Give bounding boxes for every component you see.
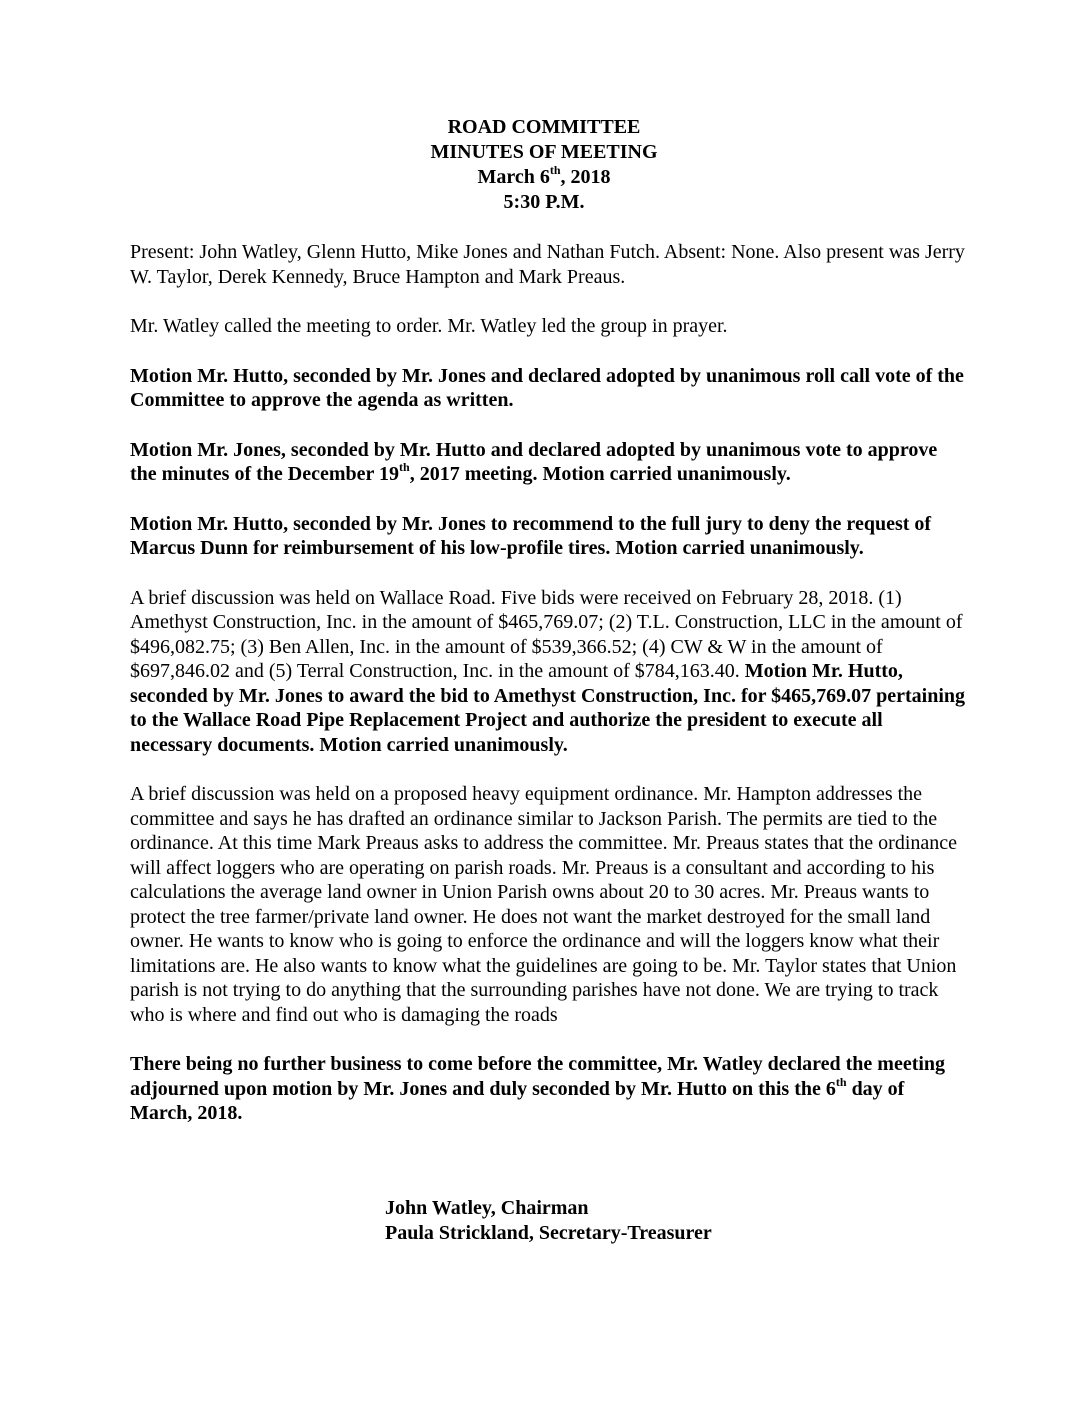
tires-motion: Motion Mr. Hutto, seconded by Mr. Jones to recommend to the full jury to deny the request of Marcus Dunn for reimbursement of his low-profile tires. Motion carried unanimously. xyxy=(130,512,932,559)
chairman-signature: John Watley, Chairman xyxy=(385,1197,589,1219)
wallace-road-discussion: A brief discussion was held on Wallace Road. Five bids were received on February 28, 2018. (1) Amethyst Construction, Inc. in the amount of $465,769.07; (2) T.L. Construction, LLC in the amount of $496,082.75; (3) Ben Allen, Inc. in the amount of $539,366.52; (4) CW & W in the amount of $697,846.02 and (5) Terral Construction, Inc. in the amount of $784,163.40. xyxy=(130,586,963,682)
minutes-motion-suffix: th xyxy=(399,460,410,475)
adjournment-text-end: day of March, 2018. xyxy=(130,1077,905,1124)
meeting-time: 5:30 P.M. xyxy=(503,191,585,213)
signature-block xyxy=(385,1196,712,1246)
document-title: MINUTES OF MEETING xyxy=(430,141,658,163)
call-to-order-paragraph: Mr. Watley called the meeting to order. Mr. Watley led the group in prayer. xyxy=(130,315,728,337)
ordinance-paragraph: A brief discussion was held on a proposed heavy equipment ordinance. Mr. Hampton addresses the committee and says he has drafted an ordinance similar to Jackson Parish. The permits are tied to the ordinance. At this time Mark Preaus asks to address the committee. Mr. Preaus states that the ordinance will affect loggers who are operating on parish roads. Mr. Preaus is a consultant and according to his calculations the average land owner in Union Parish owns about 20 to 30 acres. Mr. Preaus wants to protect the tree farmer/private land owner. He does not want the market destroyed for the small land owner. He wants to know who is going to enforce the ordinance and will the loggers know what their limitations are. He also wants to know what the guidelines are going to be. Mr. Taylor states that Union parish is not trying to do anything that the surrounding parishes have not done. We are trying to track who is where and find out who is damaging the roads xyxy=(130,783,958,1026)
committee-title: ROAD COMMITTEE xyxy=(447,116,641,138)
meeting-date-year: , 2018 xyxy=(560,166,611,188)
secretary-signature: Paula Strickland, Secretary-Treasurer xyxy=(385,1222,712,1244)
adjournment-paragraph xyxy=(130,1052,966,1126)
attendance-paragraph: Present: John Watley, Glenn Hutto, Mike Jones and Nathan Futch. Absent: None. Also present was Jerry W. Taylor, Derek Kennedy, Bruce Hampton and Mark Preaus. xyxy=(130,241,965,288)
minutes-motion-text-end: , 2017 meeting. Motion carried unanimously. xyxy=(409,463,791,485)
meeting-date-month: March 6 xyxy=(477,166,550,188)
document-header xyxy=(0,115,1088,215)
agenda-motion: Motion Mr. Hutto, seconded by Mr. Jones and declared adopted by unanimous roll call vote of the Committee to approve the agenda as written. xyxy=(130,364,964,411)
minutes-motion-text: Motion Mr. Jones, seconded by Mr. Hutto and declared adopted by unanimous vote to approve the minutes of the December 19 xyxy=(130,438,938,485)
minutes-approval-motion xyxy=(130,438,966,487)
wallace-road-motion: Motion Mr. Hutto, seconded by Mr. Jones to award the bid to Amethyst Construction, Inc. for $465,769.07 pertaining to the Wallace Road Pipe Replacement Project and authorize the president to execute all necessary documents. Motion carried unanimously. xyxy=(130,660,966,756)
meeting-date xyxy=(0,165,1088,190)
minutes-body xyxy=(130,240,966,1151)
meeting-date-suffix: th xyxy=(549,163,561,178)
adjournment-suffix: th xyxy=(835,1074,847,1089)
wallace-road-paragraph xyxy=(130,586,966,758)
adjournment-text: There being no further business to come before the committee, Mr. Watley declared the meeting adjourned upon motion by Mr. Jones and duly seconded by Mr. Hutto on this the 6 xyxy=(130,1053,946,1100)
